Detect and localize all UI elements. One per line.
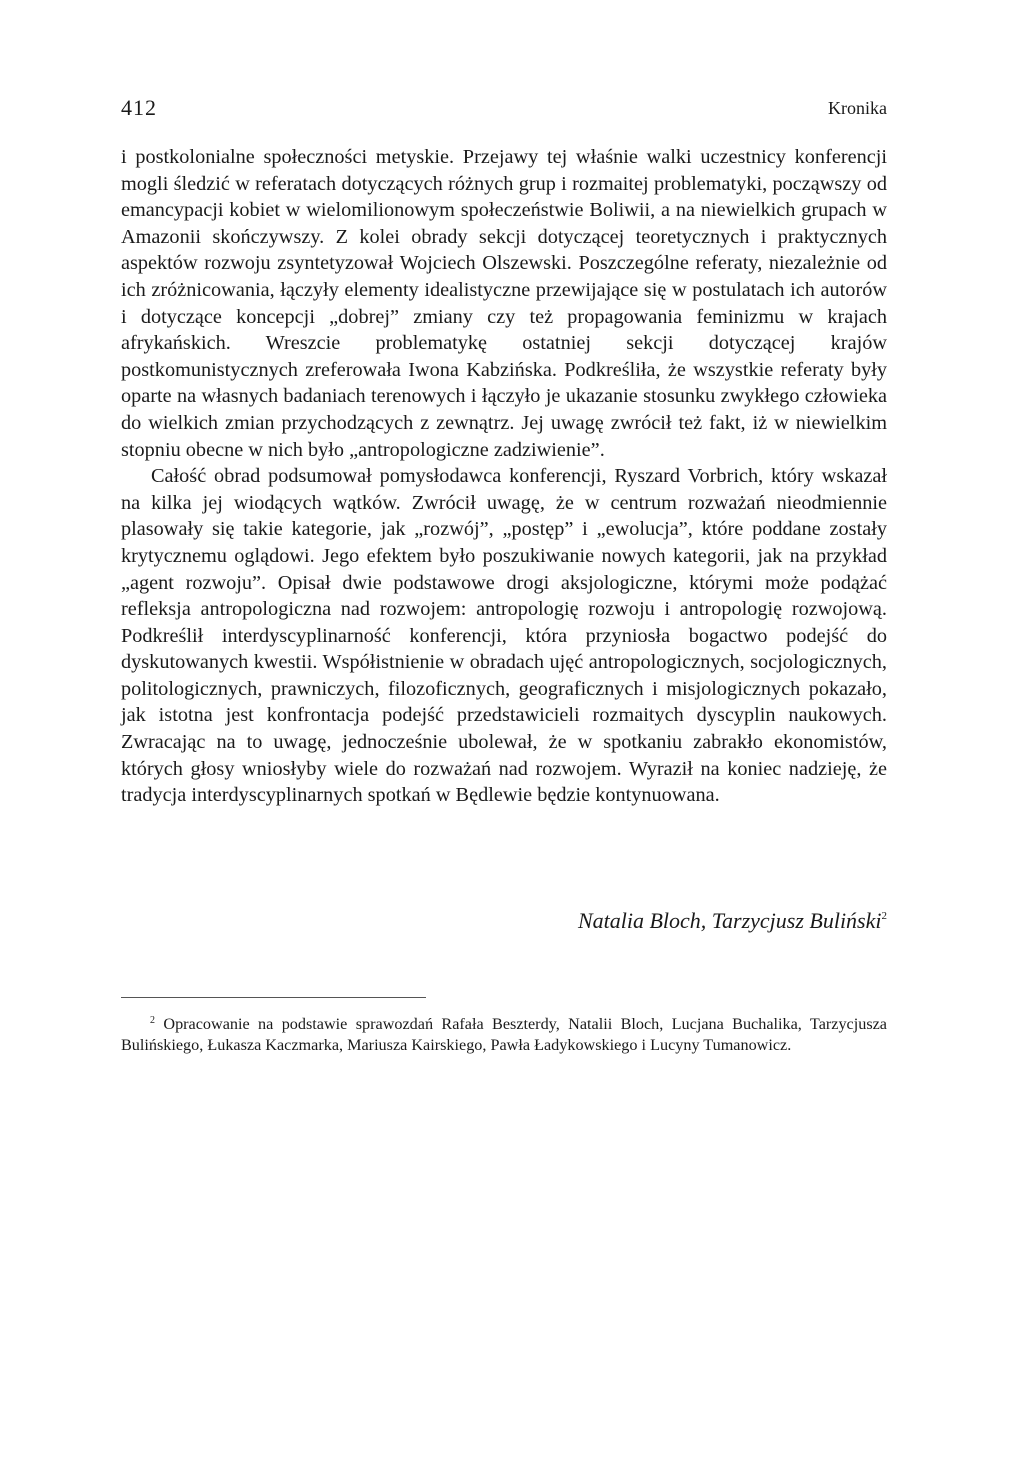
running-head: Kronika xyxy=(828,98,887,118)
author-signature xyxy=(578,908,887,934)
body-text xyxy=(121,144,887,809)
signature-authors: Natalia Bloch, Tarzycjusz Buliński xyxy=(577,908,882,933)
footnote-text: Opracowanie na podstawie sprawozdań Rafała Beszterdy, Natalii Bloch, Lucjana Buchalika, Tarzycjusza Bulińskiego, Łukasza Kaczmarka, Mariusza Kairskiego, Pawła Ładykowskiego i Lucyny Tumanowicz. xyxy=(121,1015,887,1054)
footnote-reference: 2 xyxy=(881,910,887,922)
footnote xyxy=(121,1010,887,1056)
footnote-marker: 2 xyxy=(150,1015,155,1026)
paragraph: Całość obrad podsumował pomysłodawca konferencji, Ryszard Vorbrich, który wskazał na kilka jej wiodących wątków. Zwrócił uwagę, że w centrum rozważań nieodmiennie plasowały się takie kategorie, jak „rozwój”, „postęp” i „ewolucja”, które poddane zostały krytycznemu oglądowi. Jego efektem było poszukiwanie nowych kategorii, jak na przykład „agent rozwoju”. Opisał dwie podstawowe drogi aksjologiczne, którymi może podążać refleksja antropologiczna nad rozwojem: antropologię rozwoju i antropologię rozwojową. Podkreślił interdyscyplinarność konferencji, która przyniosła bogactwo podejść do dyskutowanych kwestii. Współistnienie w obradach ujęć antropologicznych, socjologicznych, politologicznych, prawniczych, filozoficznych, geograficznych i misjologicznych pokazało, jak istotna jest konfrontacja podejść przedstawicieli rozmaitych dyscyplin naukowych. Zwracając na to uwagę, jednocześnie ubolewał, że w spotkaniu zabrakło ekonomistów, których głosy wniosłyby wiele do rozważań nad rozwojem. Wyraził na koniec nadzieję, że tradycja interdyscyplinarnych spotkań w Będlewie będzie kontynuowana. xyxy=(121,465,887,807)
paragraph: i postkolonialne społeczności metyskie. Przejawy tej właśnie walki uczestnicy konferencji mogli śledzić w referatach dotyczących różnych grup i rozmaitej problematyki, począwszy od emancypacji kobiet w wielomilionowym społeczeństwie Boliwii, a na niewielkich grupach w Amazonii skończywszy. Z kolei obrady sekcji dotyczącej teoretycznych i praktycznych aspektów rozwoju zsyntetyzował Wojciech Olszewski. Poszczególne referaty, niezależnie od ich zróżnicowania, łączyły elementy idealistyczne przewijające się w postulatach ich autorów i dotyczące koncepcji „dobrej” zmiany czy też propagowania feminizmu w krajach afrykańskich. Wreszcie problematykę ostatniej sekcji dotyczącej krajów postkomunistycznych zreferowała Iwona Kabzińska. Podkreśliła, że wszystkie referaty były oparte na własnych badaniach terenowych i łączyło je ukazanie stosunku zwykłego człowieka do wielkich zmian przychodzących z zewnątrz. Jej uwagę zwrócił też fakt, iż w niewielkim stopniu obecne w nich było „antropologiczne zadziwienie”. xyxy=(121,146,887,461)
footnote-divider xyxy=(121,997,426,998)
page-number: 412 xyxy=(121,95,157,120)
